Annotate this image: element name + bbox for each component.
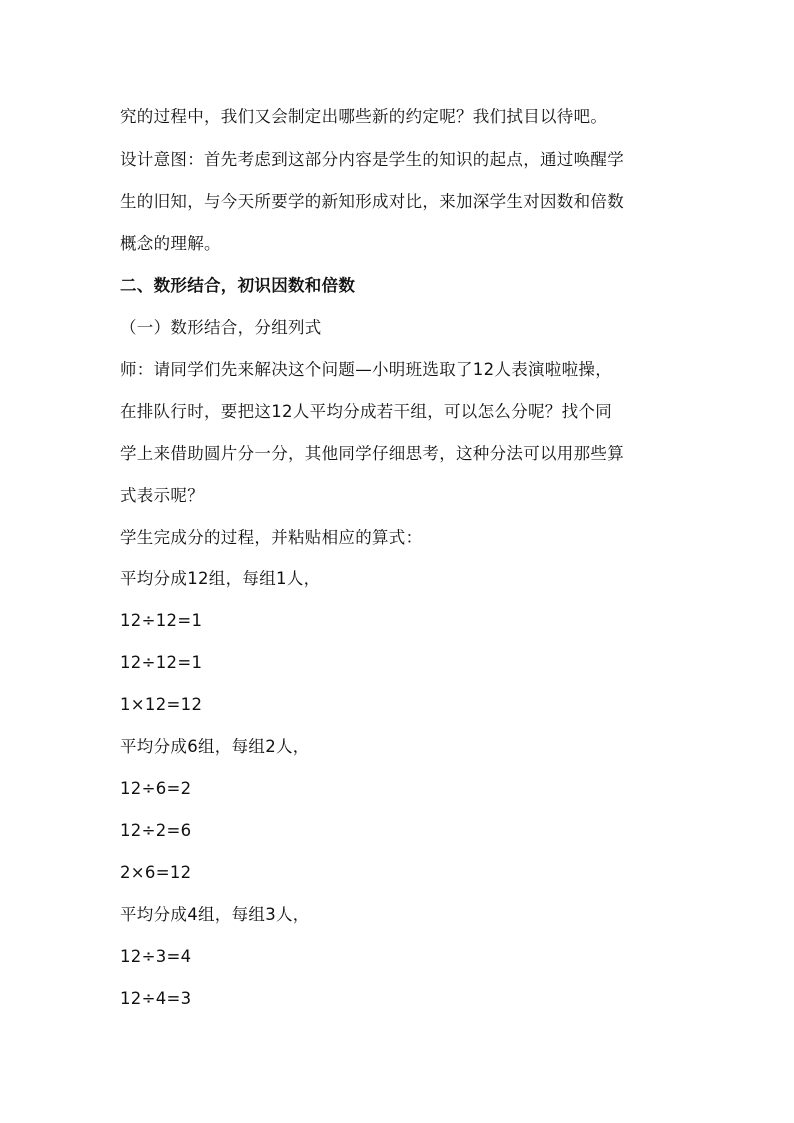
design-intent-line: 生的旧知，与今天所要学的新知形成对比，来加深学生对因数和倍数 (120, 192, 624, 211)
formula: 12÷4=3 (120, 989, 192, 1008)
paragraph-line: 究的过程中，我们又会制定出哪些新的约定呢？我们拭目以待吧。 (120, 107, 608, 126)
group-title: 平均分成12组，每组1人， (120, 569, 321, 588)
teacher-line: 在排队行时，要把这12人平均分成若干组，可以怎么分呢？找个同 (120, 402, 612, 421)
subsection-heading: （一）数形结合，分组列式 (120, 318, 322, 337)
formula: 12÷12=1 (120, 653, 203, 672)
teacher-line: 式表示呢？ (120, 486, 204, 505)
formula: 12÷3=4 (120, 947, 192, 966)
formula: 12÷12=1 (120, 611, 203, 630)
formula: 12÷6=2 (120, 779, 192, 798)
formula: 2×6=12 (120, 863, 192, 882)
group-title: 平均分成4组，每组3人， (120, 905, 310, 924)
design-intent-line: 设计意图：首先考虑到这部分内容是学生的知识的起点，通过唤醒学 (120, 150, 624, 169)
group-title: 平均分成6组，每组2人， (120, 737, 310, 756)
formula: 1×12=12 (120, 695, 203, 714)
teacher-line: 学上来借助圆片分一分，其他同学仔细思考，这种分法可以用那些算 (120, 444, 624, 463)
formula: 12÷2=6 (120, 821, 192, 840)
teacher-line: 师：请同学们先来解决这个问题—小明班选取了12人表演啦啦操， (120, 360, 612, 379)
section-heading: 二、数形结合，初识因数和倍数 (120, 276, 356, 295)
student-process-line: 学生完成分的过程，并粘贴相应的算式： (120, 528, 423, 547)
design-intent-line: 概念的理解。 (120, 234, 221, 253)
